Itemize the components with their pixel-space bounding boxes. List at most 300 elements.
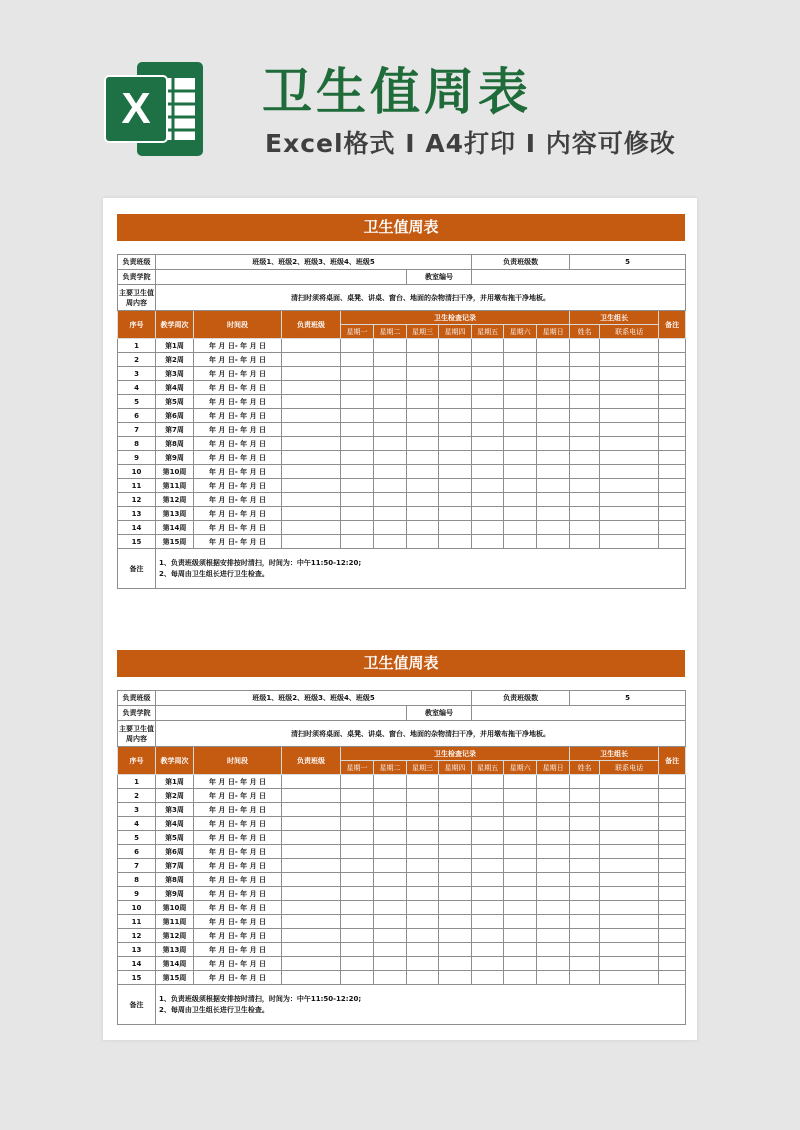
empty-cell[interactable] [659,409,686,423]
empty-cell[interactable] [570,775,600,789]
empty-cell[interactable] [504,395,537,409]
empty-cell[interactable] [439,437,472,451]
empty-cell[interactable] [570,507,600,521]
empty-cell[interactable] [659,831,686,845]
empty-cell[interactable] [374,465,407,479]
empty-cell[interactable] [504,367,537,381]
empty-cell[interactable] [374,901,407,915]
empty-cell[interactable] [407,493,439,507]
empty-cell[interactable] [504,957,537,971]
empty-cell[interactable] [439,901,472,915]
empty-cell[interactable] [659,971,686,985]
empty-cell[interactable] [600,957,659,971]
empty-cell[interactable] [600,409,659,423]
empty-cell[interactable] [341,367,374,381]
empty-cell[interactable] [407,789,439,803]
empty-cell[interactable] [659,873,686,887]
empty-cell[interactable] [374,493,407,507]
empty-cell[interactable] [341,423,374,437]
empty-cell[interactable] [282,521,341,535]
empty-cell[interactable] [407,929,439,943]
empty-cell[interactable] [439,423,472,437]
empty-cell[interactable] [407,465,439,479]
empty-cell[interactable] [537,381,570,395]
empty-cell[interactable] [659,465,686,479]
empty-cell[interactable] [374,971,407,985]
empty-cell[interactable] [659,423,686,437]
empty-cell[interactable] [374,381,407,395]
empty-cell[interactable] [439,465,472,479]
empty-cell[interactable] [537,817,570,831]
empty-cell[interactable] [472,479,504,493]
empty-cell[interactable] [600,381,659,395]
empty-cell[interactable] [570,465,600,479]
empty-cell[interactable] [570,887,600,901]
empty-cell[interactable] [407,873,439,887]
empty-cell[interactable] [600,339,659,353]
empty-cell[interactable] [282,873,341,887]
empty-cell[interactable] [472,451,504,465]
empty-cell[interactable] [659,929,686,943]
empty-cell[interactable] [504,943,537,957]
empty-cell[interactable] [407,859,439,873]
empty-cell[interactable] [659,915,686,929]
empty-cell[interactable] [374,873,407,887]
empty-cell[interactable] [600,367,659,381]
empty-cell[interactable] [374,915,407,929]
empty-cell[interactable] [407,535,439,549]
empty-cell[interactable] [537,831,570,845]
empty-cell[interactable] [374,535,407,549]
empty-cell[interactable] [407,943,439,957]
empty-cell[interactable] [407,423,439,437]
empty-cell[interactable] [570,521,600,535]
empty-cell[interactable] [472,409,504,423]
empty-cell[interactable] [570,451,600,465]
empty-cell[interactable] [659,479,686,493]
empty-cell[interactable] [472,775,504,789]
empty-cell[interactable] [341,929,374,943]
empty-cell[interactable] [600,789,659,803]
empty-cell[interactable] [537,367,570,381]
empty-cell[interactable] [659,775,686,789]
empty-cell[interactable] [341,353,374,367]
empty-cell[interactable] [341,817,374,831]
empty-cell[interactable] [504,901,537,915]
empty-cell[interactable] [600,465,659,479]
empty-cell[interactable] [537,521,570,535]
empty-cell[interactable] [439,859,472,873]
empty-cell[interactable] [282,957,341,971]
empty-cell[interactable] [407,507,439,521]
empty-cell[interactable] [407,887,439,901]
empty-cell[interactable] [374,789,407,803]
empty-cell[interactable] [600,817,659,831]
empty-cell[interactable] [374,803,407,817]
empty-cell[interactable] [659,451,686,465]
empty-cell[interactable] [439,381,472,395]
empty-cell[interactable] [659,493,686,507]
empty-cell[interactable] [341,859,374,873]
empty-cell[interactable] [659,535,686,549]
empty-cell[interactable] [341,845,374,859]
empty-cell[interactable] [504,465,537,479]
empty-cell[interactable] [600,901,659,915]
empty-cell[interactable] [659,395,686,409]
empty-cell[interactable] [570,957,600,971]
empty-cell[interactable] [570,423,600,437]
empty-cell[interactable] [537,339,570,353]
empty-cell[interactable] [570,901,600,915]
empty-cell[interactable] [659,339,686,353]
empty-cell[interactable] [282,535,341,549]
empty-cell[interactable] [439,353,472,367]
empty-cell[interactable] [407,775,439,789]
empty-cell[interactable] [282,423,341,437]
empty-cell[interactable] [407,381,439,395]
empty-cell[interactable] [504,775,537,789]
empty-cell[interactable] [570,409,600,423]
empty-cell[interactable] [600,831,659,845]
empty-cell[interactable] [537,451,570,465]
empty-cell[interactable] [659,381,686,395]
empty-cell[interactable] [659,845,686,859]
empty-cell[interactable] [407,367,439,381]
empty-cell[interactable] [439,535,472,549]
empty-cell[interactable] [341,409,374,423]
empty-cell[interactable] [374,521,407,535]
empty-cell[interactable] [659,353,686,367]
empty-cell[interactable] [570,873,600,887]
empty-cell[interactable] [600,859,659,873]
empty-cell[interactable] [537,901,570,915]
empty-cell[interactable] [537,775,570,789]
empty-cell[interactable] [504,859,537,873]
empty-cell[interactable] [600,493,659,507]
empty-cell[interactable] [600,775,659,789]
empty-cell[interactable] [341,873,374,887]
empty-cell[interactable] [504,493,537,507]
empty-cell[interactable] [374,409,407,423]
empty-cell[interactable] [282,775,341,789]
empty-cell[interactable] [439,817,472,831]
empty-cell[interactable] [407,339,439,353]
empty-cell[interactable] [504,339,537,353]
empty-cell[interactable] [570,789,600,803]
empty-cell[interactable] [600,521,659,535]
empty-cell[interactable] [374,817,407,831]
empty-cell[interactable] [282,367,341,381]
empty-cell[interactable] [570,353,600,367]
empty-cell[interactable] [537,789,570,803]
empty-cell[interactable] [472,859,504,873]
empty-cell[interactable] [537,915,570,929]
empty-cell[interactable] [472,803,504,817]
empty-cell[interactable] [374,845,407,859]
empty-cell[interactable] [504,423,537,437]
empty-cell[interactable] [374,479,407,493]
empty-cell[interactable] [504,507,537,521]
empty-cell[interactable] [472,423,504,437]
empty-cell[interactable] [537,535,570,549]
empty-cell[interactable] [570,367,600,381]
empty-cell[interactable] [472,901,504,915]
empty-cell[interactable] [282,437,341,451]
empty-cell[interactable] [600,423,659,437]
empty-cell[interactable] [282,451,341,465]
empty-cell[interactable] [570,943,600,957]
empty-cell[interactable] [504,521,537,535]
empty-cell[interactable] [537,437,570,451]
empty-cell[interactable] [570,493,600,507]
empty-cell[interactable] [282,887,341,901]
empty-cell[interactable] [374,353,407,367]
empty-cell[interactable] [659,507,686,521]
empty-cell[interactable] [407,353,439,367]
empty-cell[interactable] [659,367,686,381]
empty-cell[interactable] [570,395,600,409]
empty-cell[interactable] [570,803,600,817]
empty-cell[interactable] [570,971,600,985]
empty-cell[interactable] [374,859,407,873]
empty-cell[interactable] [282,845,341,859]
empty-cell[interactable] [537,423,570,437]
empty-cell[interactable] [659,789,686,803]
empty-cell[interactable] [537,803,570,817]
empty-cell[interactable] [439,803,472,817]
empty-cell[interactable] [537,845,570,859]
empty-cell[interactable] [659,943,686,957]
empty-cell[interactable] [439,775,472,789]
empty-cell[interactable] [282,943,341,957]
empty-cell[interactable] [282,971,341,985]
empty-cell[interactable] [537,859,570,873]
empty-cell[interactable] [439,339,472,353]
empty-cell[interactable] [472,465,504,479]
empty-cell[interactable] [341,535,374,549]
empty-cell[interactable] [341,957,374,971]
empty-cell[interactable] [374,423,407,437]
empty-cell[interactable] [537,493,570,507]
empty-cell[interactable] [600,353,659,367]
empty-cell[interactable] [537,929,570,943]
empty-cell[interactable] [504,845,537,859]
empty-cell[interactable] [439,915,472,929]
empty-cell[interactable] [439,845,472,859]
empty-cell[interactable] [570,535,600,549]
empty-cell[interactable] [504,915,537,929]
empty-cell[interactable] [282,929,341,943]
empty-cell[interactable] [341,395,374,409]
empty-cell[interactable] [341,493,374,507]
empty-cell[interactable] [282,493,341,507]
empty-cell[interactable] [600,803,659,817]
empty-cell[interactable] [472,535,504,549]
empty-cell[interactable] [570,845,600,859]
empty-cell[interactable] [282,465,341,479]
empty-cell[interactable] [282,803,341,817]
empty-cell[interactable] [374,367,407,381]
empty-cell[interactable] [472,521,504,535]
empty-cell[interactable] [439,957,472,971]
empty-cell[interactable] [282,353,341,367]
empty-cell[interactable] [472,493,504,507]
empty-cell[interactable] [407,409,439,423]
empty-cell[interactable] [659,957,686,971]
empty-cell[interactable] [537,957,570,971]
empty-cell[interactable] [341,339,374,353]
empty-cell[interactable] [472,915,504,929]
empty-cell[interactable] [472,887,504,901]
empty-cell[interactable] [439,409,472,423]
empty-cell[interactable] [537,465,570,479]
empty-cell[interactable] [282,859,341,873]
empty-cell[interactable] [407,901,439,915]
empty-cell[interactable] [374,775,407,789]
empty-cell[interactable] [282,789,341,803]
empty-cell[interactable] [504,929,537,943]
empty-cell[interactable] [439,507,472,521]
empty-cell[interactable] [374,507,407,521]
empty-cell[interactable] [472,339,504,353]
empty-cell[interactable] [537,353,570,367]
empty-cell[interactable] [439,971,472,985]
empty-cell[interactable] [659,803,686,817]
empty-cell[interactable] [374,451,407,465]
empty-cell[interactable] [282,479,341,493]
empty-cell[interactable] [439,873,472,887]
empty-cell[interactable] [282,817,341,831]
empty-cell[interactable] [570,817,600,831]
empty-cell[interactable] [537,479,570,493]
empty-cell[interactable] [504,479,537,493]
empty-cell[interactable] [407,451,439,465]
empty-cell[interactable] [407,971,439,985]
empty-cell[interactable] [407,831,439,845]
empty-cell[interactable] [600,873,659,887]
empty-cell[interactable] [472,971,504,985]
empty-cell[interactable] [374,339,407,353]
empty-cell[interactable] [374,831,407,845]
empty-cell[interactable] [439,887,472,901]
empty-cell[interactable] [439,479,472,493]
empty-cell[interactable] [504,437,537,451]
empty-cell[interactable] [341,915,374,929]
empty-cell[interactable] [282,395,341,409]
empty-cell[interactable] [570,929,600,943]
empty-cell[interactable] [537,409,570,423]
empty-cell[interactable] [504,817,537,831]
empty-cell[interactable] [537,395,570,409]
empty-cell[interactable] [407,395,439,409]
empty-cell[interactable] [374,395,407,409]
empty-cell[interactable] [282,409,341,423]
empty-cell[interactable] [341,507,374,521]
empty-cell[interactable] [374,943,407,957]
empty-cell[interactable] [537,887,570,901]
empty-cell[interactable] [570,437,600,451]
empty-cell[interactable] [407,479,439,493]
empty-cell[interactable] [472,873,504,887]
empty-cell[interactable] [439,521,472,535]
empty-cell[interactable] [600,887,659,901]
empty-cell[interactable] [472,367,504,381]
empty-cell[interactable] [600,929,659,943]
empty-cell[interactable] [600,479,659,493]
empty-cell[interactable] [600,915,659,929]
empty-cell[interactable] [407,817,439,831]
empty-cell[interactable] [341,775,374,789]
empty-cell[interactable] [504,353,537,367]
empty-cell[interactable] [570,479,600,493]
empty-cell[interactable] [374,437,407,451]
empty-cell[interactable] [504,803,537,817]
empty-cell[interactable] [341,451,374,465]
empty-cell[interactable] [341,971,374,985]
empty-cell[interactable] [600,845,659,859]
empty-cell[interactable] [341,831,374,845]
empty-cell[interactable] [570,859,600,873]
empty-cell[interactable] [374,887,407,901]
empty-cell[interactable] [600,971,659,985]
empty-cell[interactable] [600,437,659,451]
empty-cell[interactable] [407,437,439,451]
empty-cell[interactable] [341,479,374,493]
empty-cell[interactable] [472,789,504,803]
empty-cell[interactable] [600,507,659,521]
empty-cell[interactable] [504,887,537,901]
empty-cell[interactable] [659,901,686,915]
empty-cell[interactable] [537,507,570,521]
empty-cell[interactable] [659,887,686,901]
empty-cell[interactable] [439,367,472,381]
empty-cell[interactable] [407,803,439,817]
empty-cell[interactable] [570,831,600,845]
empty-cell[interactable] [600,451,659,465]
empty-cell[interactable] [407,915,439,929]
empty-cell[interactable] [439,831,472,845]
empty-cell[interactable] [504,451,537,465]
empty-cell[interactable] [600,535,659,549]
empty-cell[interactable] [341,803,374,817]
empty-cell[interactable] [282,381,341,395]
empty-cell[interactable] [659,437,686,451]
empty-cell[interactable] [472,831,504,845]
empty-cell[interactable] [659,521,686,535]
empty-cell[interactable] [472,817,504,831]
empty-cell[interactable] [374,957,407,971]
empty-cell[interactable] [504,409,537,423]
empty-cell[interactable] [282,339,341,353]
empty-cell[interactable] [600,395,659,409]
empty-cell[interactable] [504,831,537,845]
empty-cell[interactable] [537,971,570,985]
empty-cell[interactable] [659,817,686,831]
empty-cell[interactable] [439,451,472,465]
empty-cell[interactable] [659,859,686,873]
empty-cell[interactable] [374,929,407,943]
empty-cell[interactable] [472,395,504,409]
empty-cell[interactable] [472,943,504,957]
empty-cell[interactable] [282,507,341,521]
empty-cell[interactable] [600,943,659,957]
empty-cell[interactable] [472,957,504,971]
empty-cell[interactable] [341,381,374,395]
empty-cell[interactable] [439,493,472,507]
empty-cell[interactable] [439,929,472,943]
empty-cell[interactable] [439,943,472,957]
empty-cell[interactable] [472,437,504,451]
